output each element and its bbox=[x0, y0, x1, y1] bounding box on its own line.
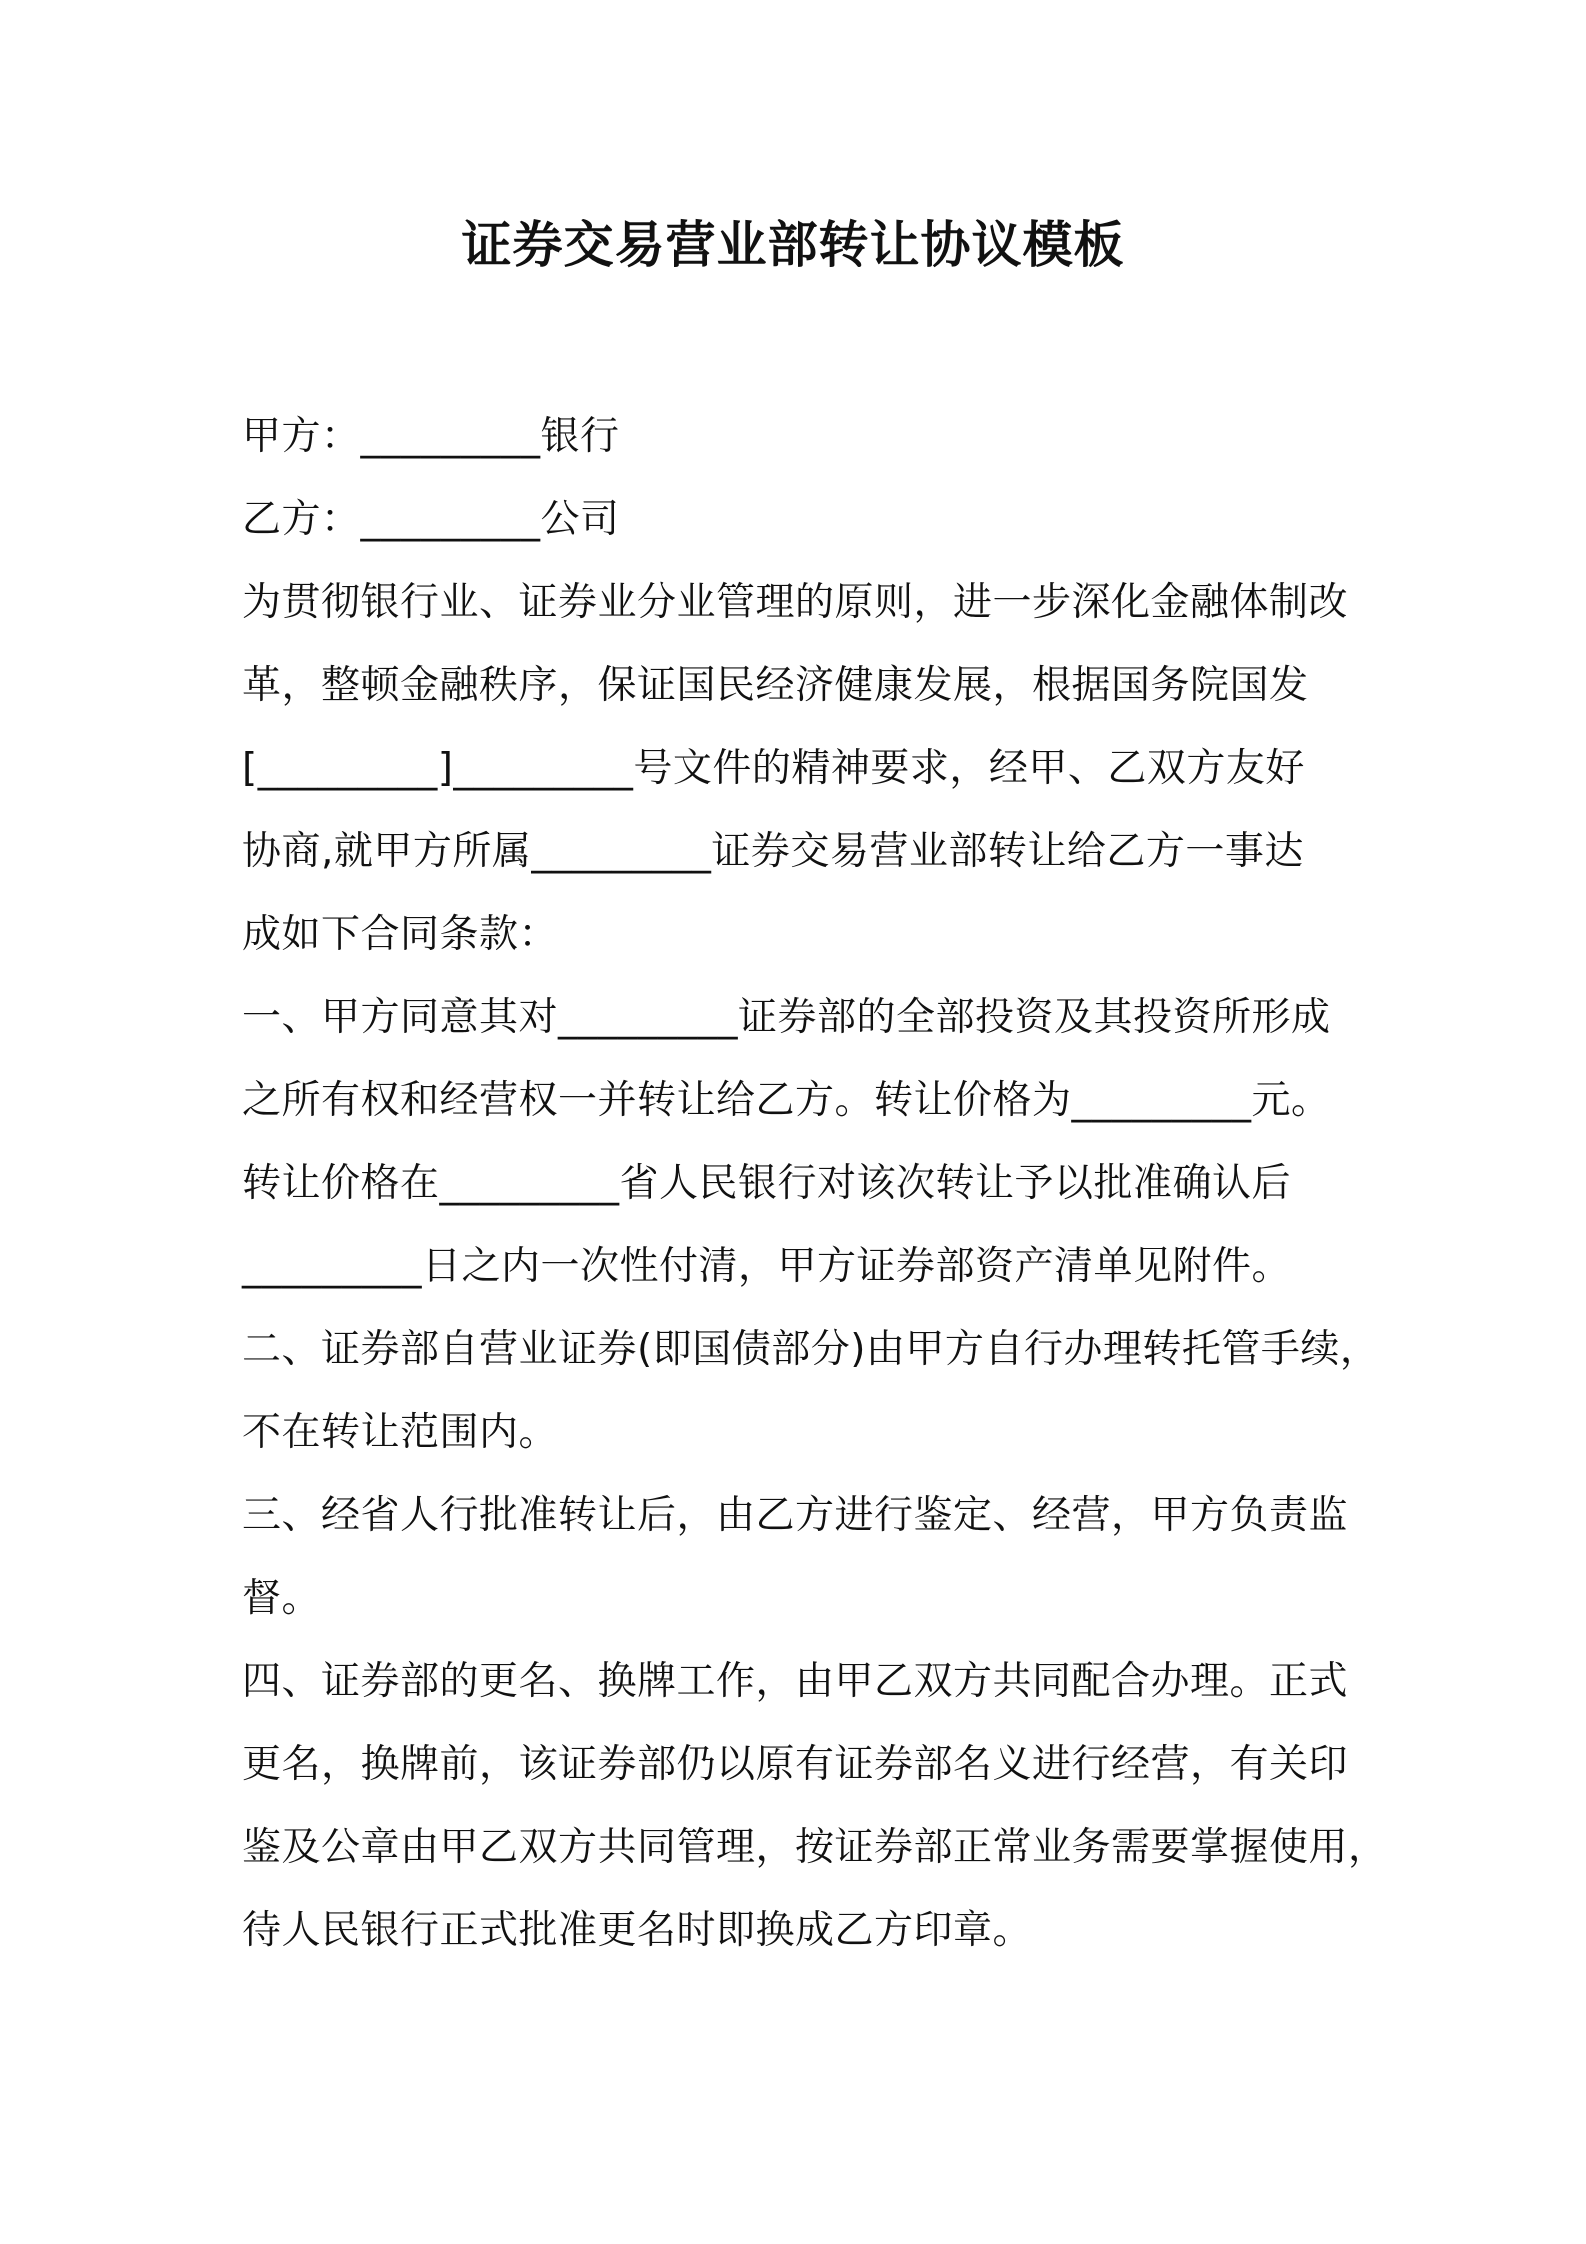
clause-1-line-4: _________日之内一次性付清，甲方证券部资产清单见附件。 bbox=[242, 1244, 1292, 1289]
clause-2-line-2: 不在转让范围内。 bbox=[242, 1410, 559, 1455]
clause-4-line-1: 四、证券部的更名、换牌工作，由甲乙双方共同配合办理。正式 bbox=[242, 1659, 1349, 1704]
party-b-line: 乙方：_________公司 bbox=[242, 497, 620, 542]
clause-3-line-2: 督。 bbox=[242, 1576, 322, 1621]
clause-3-line-1: 三、经省人行批准转让后，由乙方进行鉴定、经营，甲方负责监 bbox=[242, 1493, 1349, 1538]
clause-2-line-1: 二、证券部自营业证券(即国债部分)由甲方自行办理转托管手续， bbox=[242, 1327, 1380, 1372]
clause-1-line-3: 转让价格在_________省人民银行对该次转让予以批准确认后 bbox=[242, 1161, 1292, 1206]
clause-1-line-2: 之所有权和经营权一并转让给乙方。转让价格为_________元。 bbox=[242, 1078, 1331, 1123]
preamble-line-1: 为贯彻银行业、证券业分业管理的原则，进一步深化金融体制改 bbox=[242, 580, 1349, 625]
party-a-line: 甲方：_________银行 bbox=[242, 414, 620, 459]
preamble-line-3: [_________]_________号文件的精神要求，经甲、乙双方友好 bbox=[242, 746, 1305, 791]
document-body bbox=[242, 395, 1388, 1972]
clause-4-line-4: 待人民银行正式批准更名时即换成乙方印章。 bbox=[242, 1908, 1033, 1953]
clause-4-line-2: 更名，换牌前，该证券部仍以原有证券部名义进行经营，有关印 bbox=[242, 1742, 1349, 1787]
preamble-line-5: 成如下合同条款： bbox=[242, 912, 559, 957]
clause-1-line-1: 一、甲方同意其对_________证券部的全部投资及其投资所形成 bbox=[242, 995, 1331, 1040]
document-title: 证券交易营业部转让协议模板 bbox=[461, 216, 1125, 274]
clause-4-line-3: 鉴及公章由甲乙双方共同管理，按证券部正常业务需要掌握使用， bbox=[242, 1825, 1388, 1870]
preamble-line-2: 革，整顿金融秩序，保证国民经济健康发展，根据国务院国发 bbox=[242, 663, 1309, 708]
preamble-line-4: 协商,就甲方所属_________证券交易营业部转让给乙方一事达 bbox=[242, 829, 1304, 874]
